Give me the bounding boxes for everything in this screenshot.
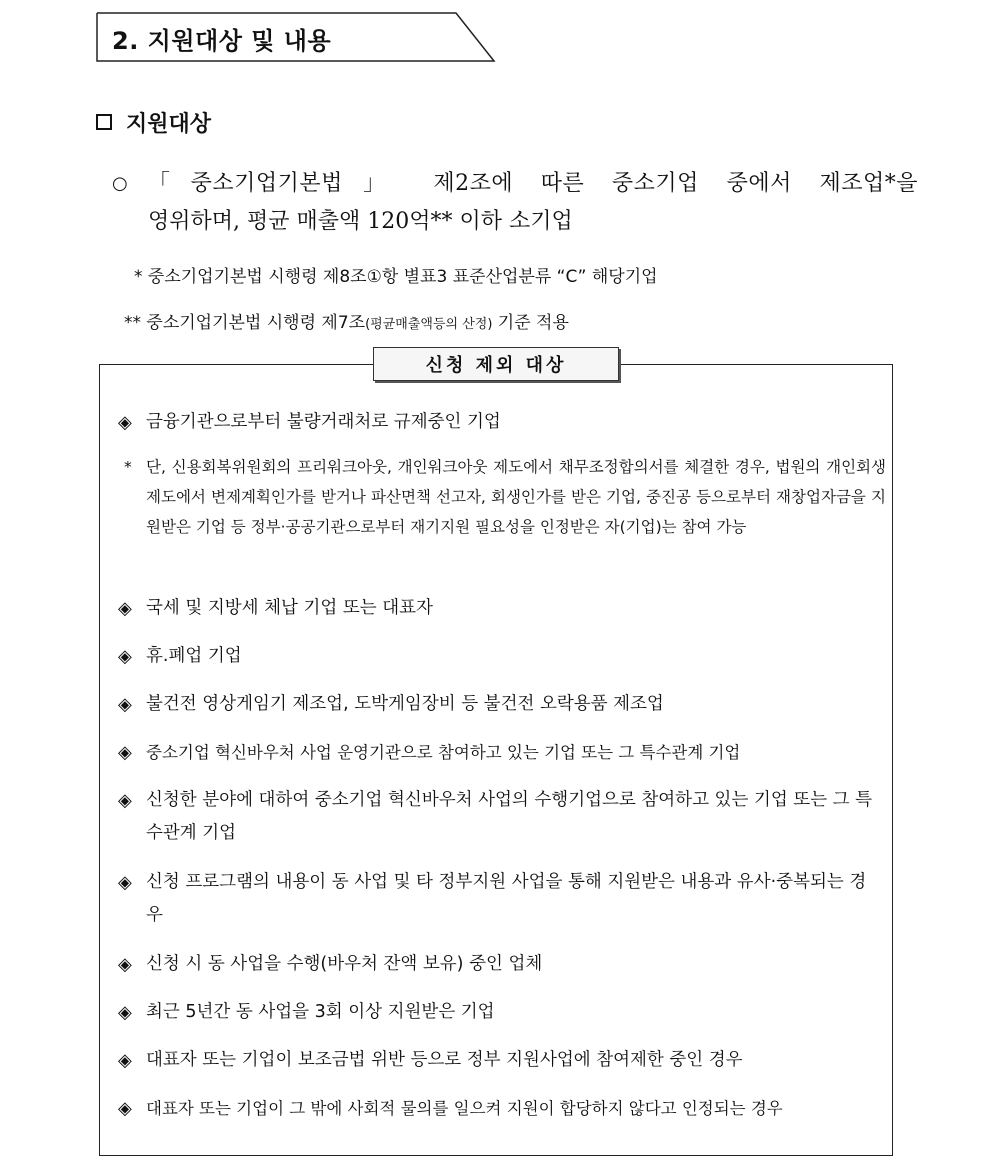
exclusion-item-text: 대표자 또는 기업이 보조금법 위반 등으로 정부 지원사업에 참여제한 중인 경우 <box>146 1050 743 1070</box>
eligibility-note-2 <box>124 308 569 333</box>
diamond-bullet-icon: ◈ <box>118 790 132 811</box>
section-title-text: 지원대상 <box>126 110 212 137</box>
diamond-bullet-icon: ◈ <box>118 872 132 893</box>
note-star: * <box>124 458 132 476</box>
square-bullet-icon <box>96 114 112 130</box>
diamond-bullet-icon: ◈ <box>118 742 132 763</box>
diamond-bullet-icon: ◈ <box>118 1050 132 1071</box>
circle-bullet-icon: ○ <box>112 173 128 194</box>
eligibility-note-2-small: (평균매출액등의 산정) <box>365 317 493 332</box>
heading-title: 2. 지원대상 및 내용 <box>112 27 332 55</box>
diamond-bullet-icon: ◈ <box>118 954 132 975</box>
diamond-bullet-icon: ◈ <box>118 1098 132 1119</box>
exclusion-item-text: 최근 5년간 동 사업을 3회 이상 지원받은 기업 <box>146 1002 495 1022</box>
exclusion-item-text: 국세 및 지방세 체납 기업 또는 대표자 <box>146 598 433 618</box>
diamond-bullet-icon: ◈ <box>118 694 132 715</box>
diamond-bullet-icon: ◈ <box>118 646 132 667</box>
diamond-bullet-icon: ◈ <box>118 598 132 619</box>
eligibility-note-2-tail: 기준 적용 <box>492 313 569 333</box>
exclusion-item-text: 대표자 또는 기업이 그 밖에 사회적 물의를 일으켜 지원이 합당하지 않다고 인정되는 경우 <box>146 1099 783 1118</box>
eligibility-note-2-main: ** 중소기업기본법 시행령 제7조 <box>124 313 366 333</box>
eligibility-line-2: 영위하며, 평균 매출액 120억** 이하 소기업 <box>148 209 573 234</box>
exclusion-item-text: 신청 시 동 사업을 수행(바우처 잔액 보유) 중인 업체 <box>146 954 543 974</box>
exclusion-item-text: 신청한 분야에 대하여 중소기업 혁신바우처 사업의 수행기업으로 참여하고 있는 기업 또는 그 특수관계 기업 <box>146 790 873 843</box>
exclusion-title: 신청 제외 대상 <box>373 347 619 381</box>
diamond-bullet-icon: ◈ <box>118 412 132 433</box>
section-heading <box>96 12 496 62</box>
eligibility-note-1: * 중소기업기본법 시행령 제8조①항 별표3 표준산업분류 “C” 해당기업 <box>134 267 658 287</box>
section-title <box>96 106 211 138</box>
exclusion-note-text: 단, 신용회복위원회의 프리워크아웃, 개인워크아웃 제도에서 채무조정합의서를 체결한 경우, 법원의 개인회생제도에서 변제계획인가를 받거나 파산면책 선고자, 회생인가를 받은 기업, 중진공 등으로부터 재창업자금을 지원받은 기업 등 정부·공공기관으로부터 재기지원 필요성을 인정받은 자(기업)는 참여 가능 <box>146 458 886 536</box>
eligibility-bullet <box>112 165 918 245</box>
eligibility-line-1: 「중소기업기본법」 제2조에 따른 중소기업 중에서 제조업*을 <box>148 171 918 196</box>
diamond-bullet-icon: ◈ <box>118 1002 132 1023</box>
exclusion-item-text: 신청 프로그램의 내용이 동 사업 및 타 정부지원 사업을 통해 지원받은 내용과 유사·중복되는 경우 <box>146 872 867 925</box>
exclusion-item-text: 불건전 영상게임기 제조업, 도박게임장비 등 불건전 오락용품 제조업 <box>146 694 664 714</box>
exclusion-item-text: 휴.폐업 기업 <box>146 646 242 666</box>
exclusion-item-text: 중소기업 혁신바우처 사업 운영기관으로 참여하고 있는 기업 또는 그 특수관계 기업 <box>146 743 741 762</box>
exclusion-item-text: 금융기관으로부터 불량거래처로 규제중인 기업 <box>146 412 501 432</box>
